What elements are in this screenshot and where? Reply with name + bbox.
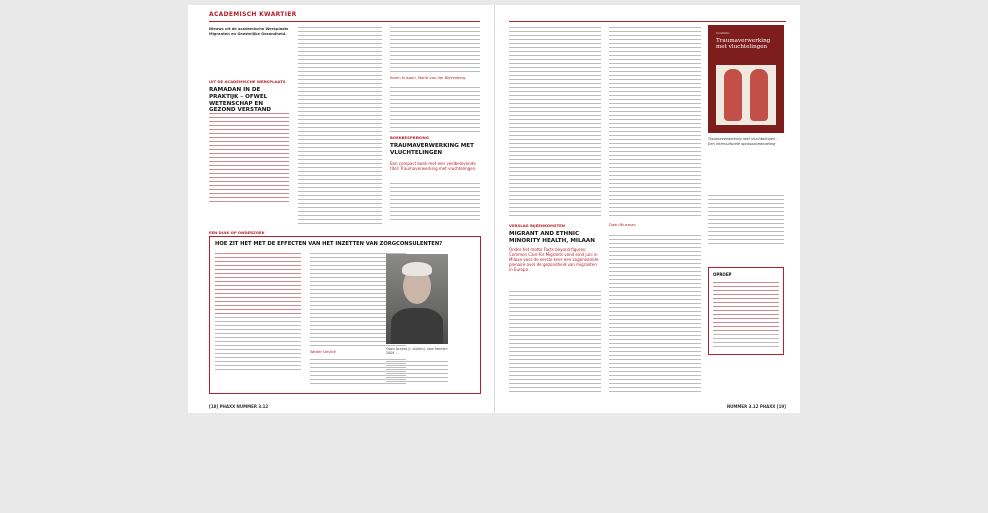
cover-illustration: [716, 65, 776, 125]
kicker-meeting-report: VERSLAG BIJEENKOMSTEN: [509, 223, 565, 228]
article-heading-ramadan: RAMADAN IN DE PRAKTIJK – OFWEL WETENSCHAP EN GEZOND VERSTAND: [209, 87, 272, 114]
magazine-spread: [188, 5, 800, 413]
author-photo: [386, 254, 448, 344]
article-lead-trauma: Een compact boek met een veelbelovende titel: Traumaverwerking met vluchtelingen.: [390, 161, 477, 171]
article-body-col3: [390, 27, 480, 75]
photo-caption: Open Access (i. sluiten), new frontier: 2009 ...: [386, 347, 448, 356]
article-body-col2: [298, 27, 382, 227]
caption-references: [386, 361, 448, 385]
page-footer-left: [18] PHAXX NUMMER 3.12: [209, 404, 269, 409]
left-page: [188, 5, 494, 413]
section-rule: [209, 21, 480, 22]
article-body-ramadan: [209, 113, 289, 205]
sidebar-notes: [708, 195, 784, 247]
kicker-book-review: BOEKBESPREKING: [390, 135, 429, 140]
page-footer-right: NUMMER 3.12 PHAXX [19]: [726, 404, 786, 409]
oproep-title: OPROEP: [713, 272, 732, 277]
article-heading-trauma: TRAUMAVERWERKING MET VLUCHTELINGEN: [390, 143, 474, 156]
cover-title: Traumaverwerking met vluchtelingen: [716, 38, 771, 51]
section-title: ACADEMISCH KWARTIER: [209, 11, 297, 18]
article-body-col1-right: [509, 27, 601, 219]
byline-right: Daan Blusman: [609, 223, 636, 227]
byline-authors: Karen Krispen, Marie van der Blijvenberg: [390, 76, 466, 80]
book-cover: [708, 25, 784, 133]
box-heading: HOE ZIT HET MET DE EFFECTEN VAN HET INZETTEN VAN ZORGCONSULENTEN?: [215, 241, 443, 247]
oproep-body: [713, 282, 779, 350]
box-byline: Walter Devillé: [310, 350, 336, 354]
article-heading-milaan: MIGRANT AND ETHNIC MINORITY HEALTH, MILAAN: [509, 231, 595, 244]
references-col3: [390, 87, 480, 135]
cover-publisher: Coutinho: [716, 31, 730, 35]
article-body-milaan: [509, 291, 601, 395]
box-body-col1: [215, 253, 301, 373]
article-body-milaan-col2: [609, 235, 701, 395]
section-rule-right: [509, 21, 786, 22]
oproep-box: [708, 267, 784, 355]
article-body-trauma: [390, 183, 480, 223]
right-page: [494, 5, 800, 413]
kicker-workplace: UIT DE ACADEMISCHE WERKPLAATS: [209, 79, 286, 84]
intro-text: Nieuws uit de academische Werkplaats Migranten en Geestelijke Gezondheid.: [209, 27, 289, 36]
book-info: Traumaverwerking met vluchtelingen – Een interculturele sprasonbeandeling: [708, 137, 779, 146]
article-body-col2-right: [609, 27, 701, 219]
research-box: [209, 236, 481, 394]
article-lead-milaan: Onder het motto Facts beyond figures: Common Care for Migrants vond eind juni in Milaan voor de eerste keer een zogenoemde plenaire over de gezondheid van migranten in Europa.: [509, 247, 599, 272]
kicker-research: EEN DUIK OP ONDERZOEK: [209, 230, 265, 235]
